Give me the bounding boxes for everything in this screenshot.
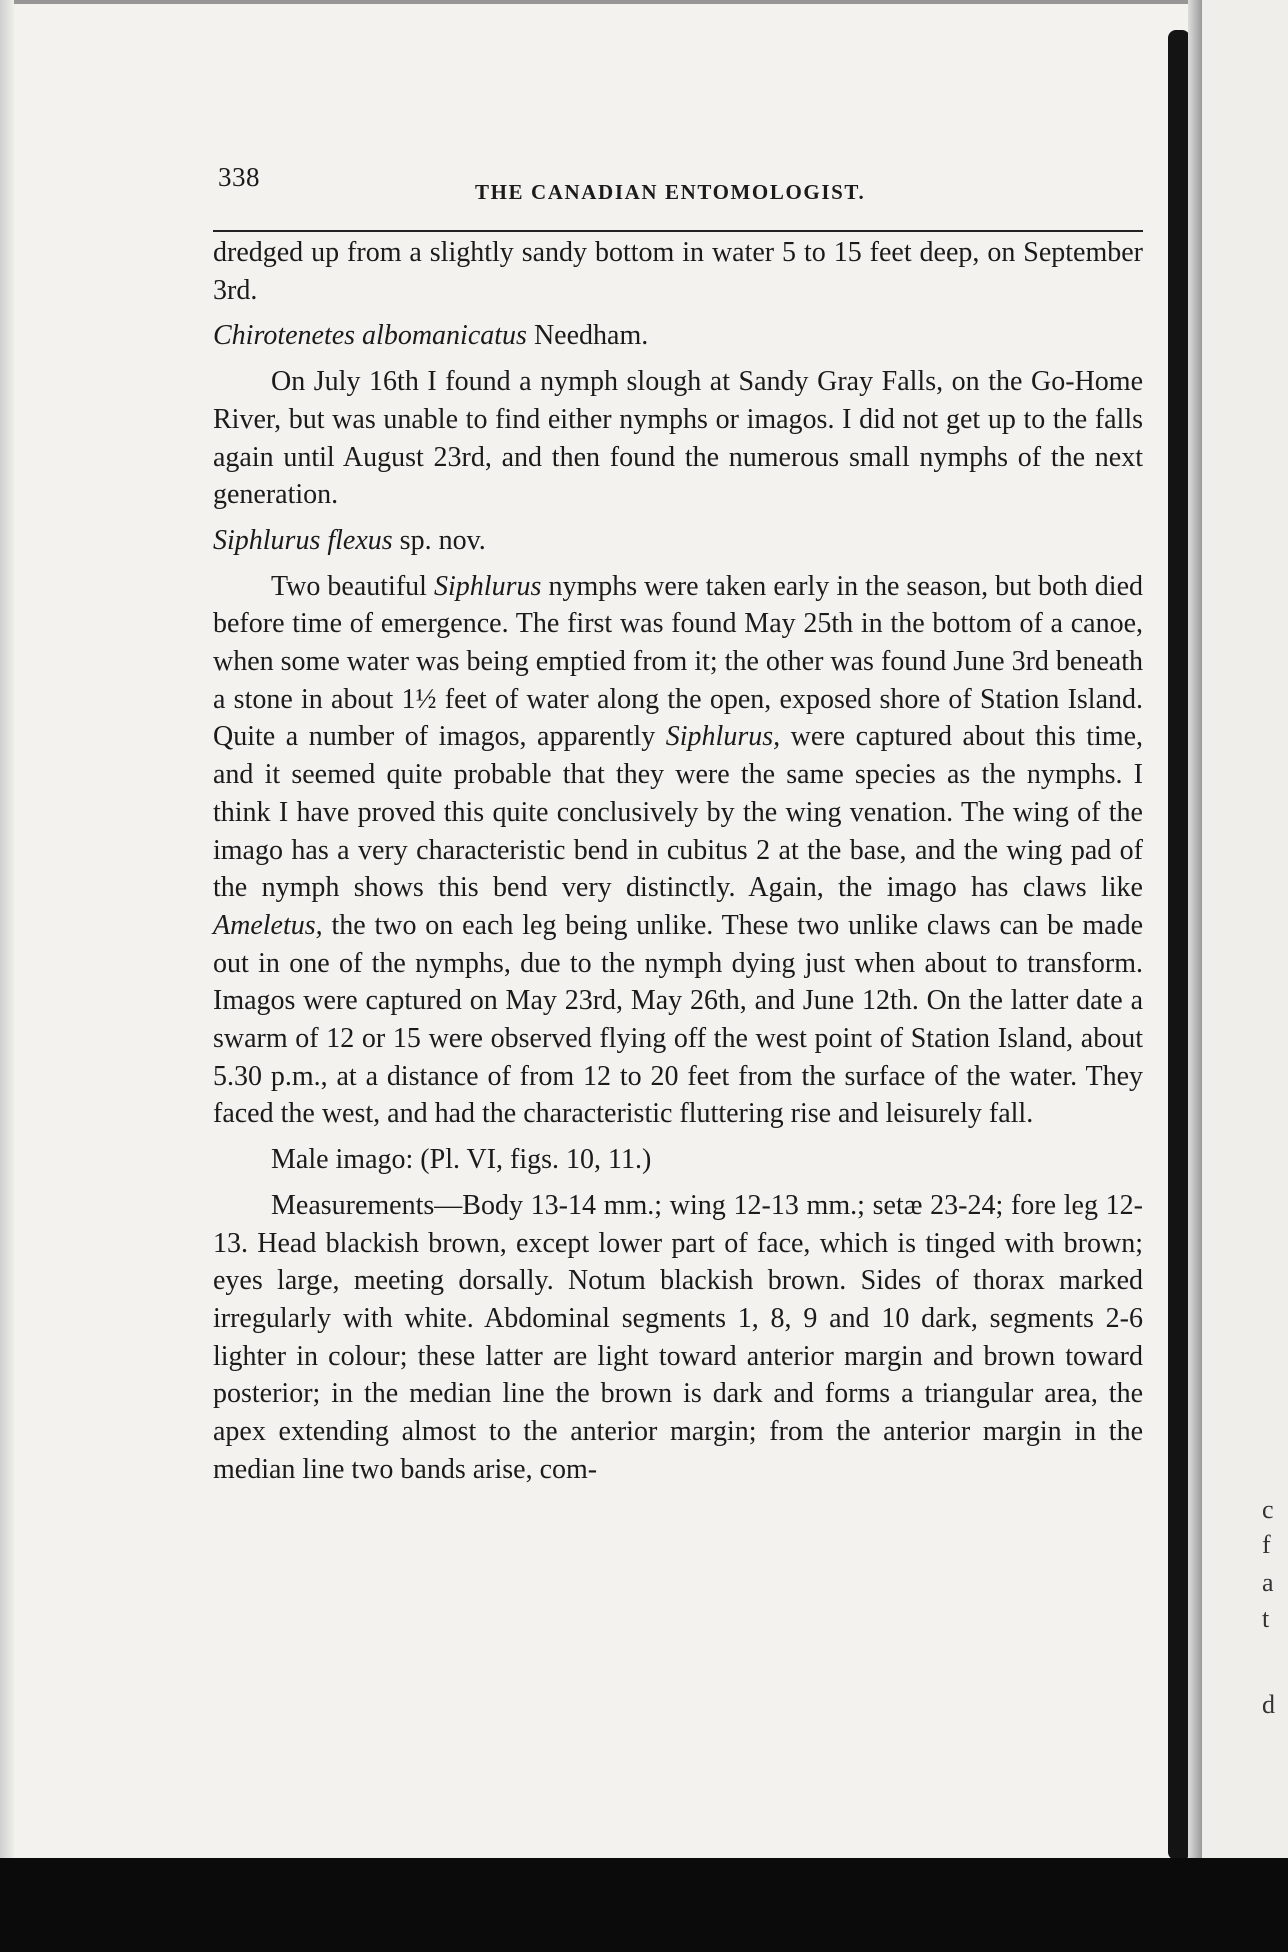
text-run: Two beautiful xyxy=(271,570,427,602)
facing-page-fragment: f xyxy=(1262,1530,1271,1559)
genus-name: Ameletus, xyxy=(213,909,323,941)
header-rule xyxy=(213,230,1143,232)
species-author: Needham. xyxy=(533,320,649,352)
text-run: the two on each leg being unlike. These two unlike claws can be made out in one of the nymphs, due to the nymph dying just when about to transform. Imagos were captured on May 23rd, May 26th, and June 12th. On the latter date a swarm of 12 or 15 were observed flying off the west point of Station Island, about 5.30 p.m., at a distance of from 12 to 20 feet from the surface of the water. They faced the west, and had the characteristic fluttering rise and leisurely fall. xyxy=(213,909,1144,1130)
paragraph: dredged up from a slightly sandy bottom in water 5 to 15 feet deep, on September 3rd. xyxy=(213,237,1143,306)
facing-page-fragment: c xyxy=(1262,1495,1274,1524)
species-name: Siphlurus flexus xyxy=(213,524,393,556)
book-spine xyxy=(1168,30,1190,1860)
text-run: were captured about this time, and it seemed quite probable that they were the same species as the nymphs. I think I have proved this quite conclusively by the wing venation. The wing of the imago has a very characteristic bend in cubitus 2 at the base, and the wing pad of the nymph shows this bend very distinctly. Again, the imago has claws like xyxy=(213,721,1144,904)
facing-page-edge xyxy=(1202,0,1288,1952)
facing-page-fragment: d xyxy=(1262,1690,1275,1719)
page-header xyxy=(195,150,1155,214)
genus-name: Siphlurus xyxy=(434,570,542,602)
facing-page-fragment: a xyxy=(1262,1568,1274,1597)
scan-left-edge xyxy=(0,0,14,1952)
running-title: THE CANADIAN ENTOMOLOGIST. xyxy=(475,180,866,204)
species-heading xyxy=(213,522,1143,560)
page-body xyxy=(213,234,1143,1489)
paragraph: On July 16th I found a nymph slough at Sandy Gray Falls, on the Go-Home River, but was unable to find either nymphs or imagos. I did not get up to the falls again until August 23rd, and then found the numerous small nymphs of the next generation. xyxy=(213,366,1143,511)
book-page xyxy=(195,150,1155,1485)
species-name: Chirotenetes albomanicatus xyxy=(213,320,527,352)
gutter-shadow xyxy=(1188,0,1202,1952)
scan-bottom-edge xyxy=(0,1858,1288,1952)
paragraph xyxy=(213,568,1143,1134)
paragraph: Male imago: (Pl. VI, figs. 10, 11.) xyxy=(271,1144,652,1176)
genus-name: Siphlurus, xyxy=(665,721,781,753)
scan-top-edge xyxy=(0,0,1288,4)
species-heading xyxy=(213,317,1143,355)
text-run: nymphs were taken early in the season, but both died before time of emergence. The first was found May 25th in the bottom of a canoe, when some water was being emptied from it; the other was found June 3rd beneath a stone in about 1½ feet of water along the open, exposed shore of Station Island. Quite a number of imagos, apparently xyxy=(213,570,1144,753)
page-number: 338 xyxy=(218,162,260,192)
species-author: sp. nov. xyxy=(399,524,486,556)
facing-page-fragment: t xyxy=(1262,1604,1270,1633)
paragraph: Measurements—Body 13-14 mm.; wing 12-13 mm.; setæ 23-24; fore leg 12-13. Head blackish brown, except lower part of face, which is tinged with brown; eyes large, meeting dorsally. Notum blackish brown. Sides of thorax marked irregularly with white. Abdominal segments 1, 8, 9 and 10 dark, segments 2-6 lighter in colour; these latter are light toward anterior margin and brown toward posterior; in the median line the brown is dark and forms a triangular area, the apex extending almost to the anterior margin; from the anterior margin in the median line two bands arise, com- xyxy=(213,1189,1143,1485)
